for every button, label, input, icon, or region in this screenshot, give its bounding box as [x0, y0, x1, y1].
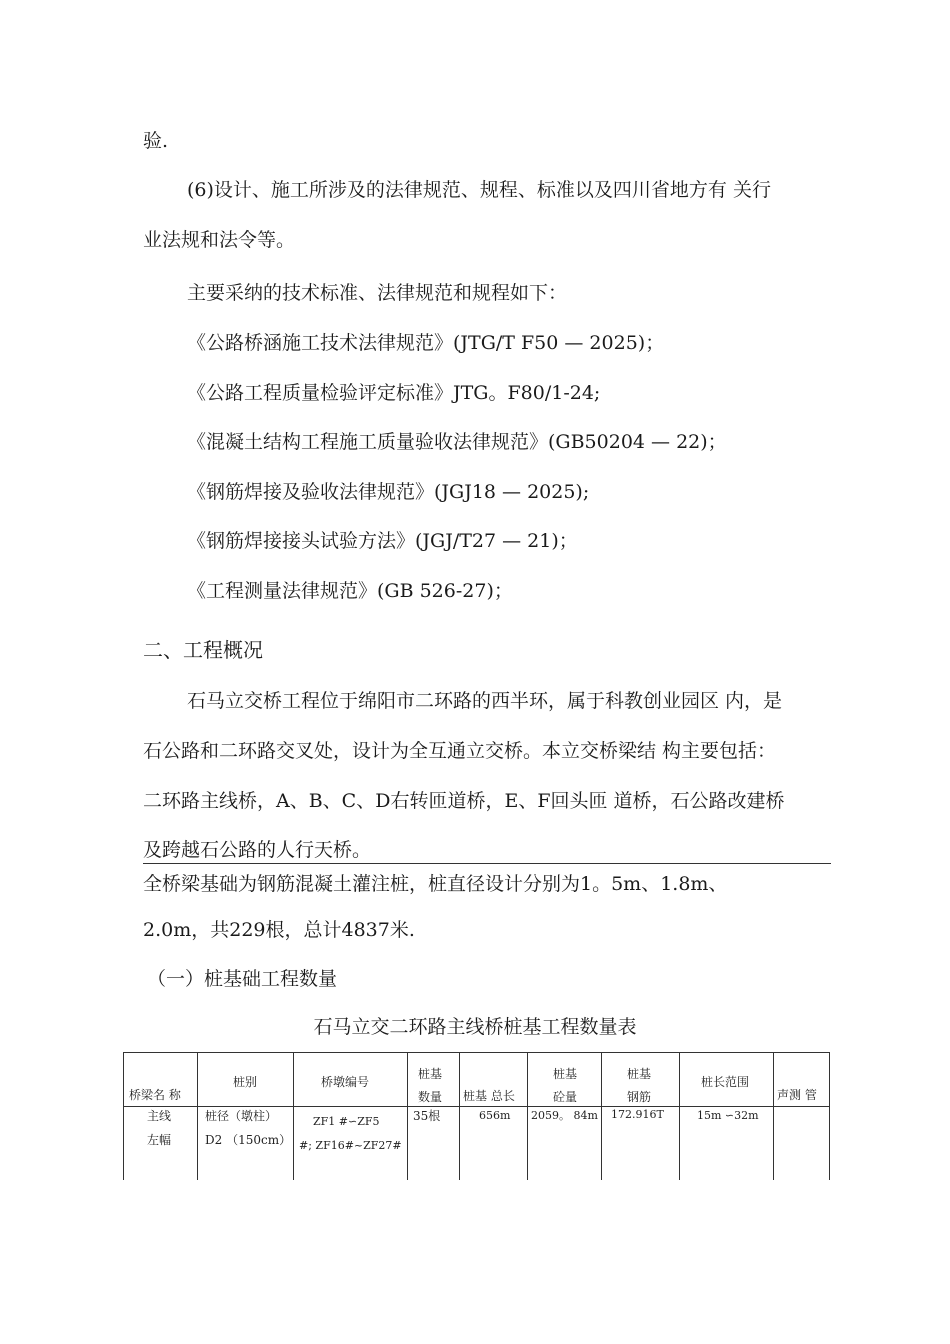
header-rebar-a: 桩基 — [627, 1067, 652, 1081]
row-pile-type-b: D2 （150cm） — [205, 1133, 292, 1147]
row-pile-type-a: 桩径（墩柱） — [205, 1109, 278, 1123]
table-border-left — [123, 1052, 124, 1180]
overview-line4: 及跨越石公路的人行天桥。 — [143, 839, 372, 861]
header-concrete-a: 桩基 — [553, 1067, 578, 1081]
overview-line1: 石马立交桥工程位于绵阳市二环路的西半环，属于科教创业园区 内，是 — [187, 690, 783, 712]
overview-line5: 全桥梁基础为钢筋混凝土灌注桩，桩直径设计分别为1。5m、1.8m、 — [143, 873, 728, 895]
paragraph-item-6-line2: 业法规和法令等。 — [143, 229, 296, 251]
overview-line6: 2.0m，共229根，总计4837米. — [143, 919, 415, 941]
header-concrete-b: 砼量 — [553, 1090, 578, 1104]
table-col-divider — [773, 1052, 774, 1180]
standard-item: 《公路工程质量检验评定标准》JTG。F80/1-24; — [187, 382, 601, 404]
row-rebar: 172.916T — [611, 1108, 664, 1121]
row-length-range: 15m ∽32m — [697, 1109, 759, 1122]
table-col-divider — [527, 1052, 528, 1180]
row-pile-count: 35根 — [413, 1109, 441, 1123]
table-header-divider — [123, 1106, 830, 1107]
header-length-range: 桩长范围 — [701, 1075, 750, 1089]
standards-intro: 主要采纳的技术标准、法律规范和规程如下： — [187, 282, 568, 304]
subsection-heading: （一）桩基础工程数量 — [147, 968, 338, 990]
paragraph-item-6-line1: (6)设计、施工所涉及的法律规范、规程、标准以及四川省地方有 关行 — [187, 179, 771, 201]
standard-item: 《混凝土结构工程施工质量验收法律规范》(GB50204 — 22)； — [187, 431, 727, 453]
header-pier-number: 桥墩编号 — [321, 1075, 370, 1089]
row-pier-b: #; ZF16#~ZF27# — [299, 1139, 402, 1152]
header-pile-count-a: 桩基 — [418, 1067, 443, 1081]
row-pier-a: ZF1 #∽ZF5 — [313, 1115, 380, 1128]
table-col-divider — [679, 1052, 680, 1180]
standard-item: 《公路桥涵施工技术法律规范》(JTG/T F50 — 2025)； — [187, 332, 665, 354]
table-col-divider — [293, 1052, 294, 1180]
table-title: 石马立交二环路主线桥桩基工程数量表 — [313, 1016, 637, 1038]
table-col-divider — [601, 1052, 602, 1180]
table-col-divider — [407, 1052, 408, 1180]
horizontal-divider — [143, 863, 831, 864]
header-pile-type: 桩别 — [233, 1075, 258, 1089]
header-bridge-name: 桥梁名 称 — [129, 1088, 181, 1102]
standard-item: 《钢筋焊接接头试验方法》(JGJ/T27 — 21)； — [187, 530, 578, 552]
table-col-divider — [197, 1052, 198, 1180]
overview-line2: 石公路和二环路交叉处，设计为全互通立交桥。本立交桥梁结 构主要包括： — [143, 740, 777, 762]
header-pile-count-b: 数量 — [418, 1090, 443, 1104]
row-bridge-name-a: 主线 — [147, 1109, 172, 1123]
pile-quantity-table — [123, 1052, 830, 1180]
row-concrete: 2059。 84m — [531, 1109, 598, 1122]
standard-item: 《钢筋焊接及验收法律规范》(JGJ18 — 2025); — [187, 481, 590, 503]
table-border-right — [829, 1052, 830, 1180]
overview-line3: 二环路主线桥，A、B、C、D右转匝道桥，E、F回头匝 道桥，石公路改建桥 — [143, 790, 785, 812]
table-border-top — [123, 1052, 830, 1053]
row-bridge-name-b: 左幅 — [147, 1133, 172, 1147]
standard-item: 《工程测量法律规范》(GB 526-27)； — [187, 580, 513, 602]
header-sonic-tube: 声测 管 — [777, 1088, 817, 1102]
section-heading: 二、工程概况 — [143, 638, 263, 662]
row-total-length: 656m — [479, 1109, 511, 1122]
paragraph-continuation: 验. — [143, 130, 169, 152]
table-col-divider — [459, 1052, 460, 1180]
header-rebar-b: 钢筋 — [627, 1090, 652, 1104]
header-total-length: 桩基 总长 — [463, 1089, 515, 1103]
